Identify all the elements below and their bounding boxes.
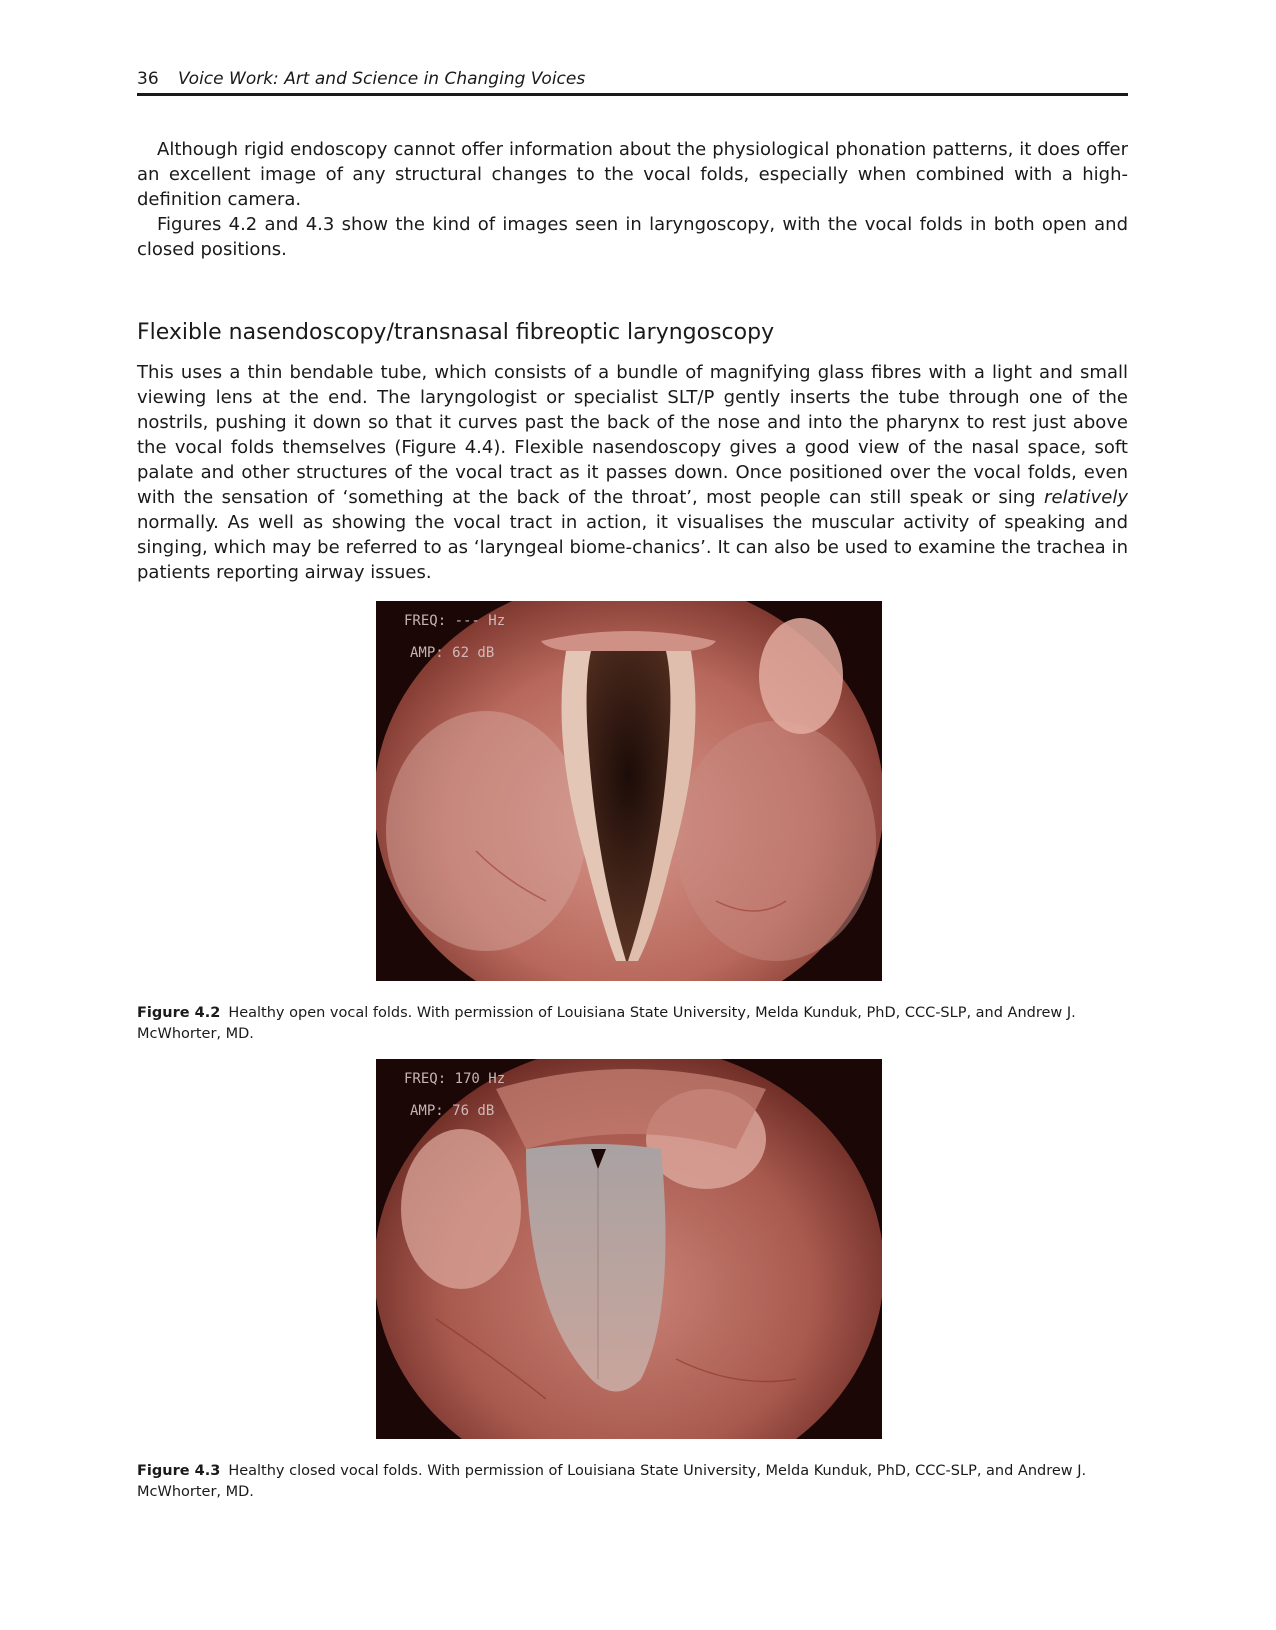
paragraph-text-part: This uses a thin bendable tube, which consists of a bundle of magnifying glass fibres with a light and small viewing lens at the end. The laryngologist or specialist SLT/P gently inserts the tube through one of the nostrils, pushing it down so that it curves past the back of the nose and into the pharynx to rest just above the vocal folds themselves (Figure 4.4). Flexible nasendoscopy gives a good view of the nasal space, soft palate and other structures of the vocal tract as it passes down. Once positioned over the vocal folds, even with the sensation of ‘something at the back of the throat’, most people can still speak or sing xyxy=(137,362,1128,508)
overlay-amplitude-readout: AMP: 76 dB xyxy=(410,1103,495,1119)
overlay-amplitude-readout: AMP: 62 dB xyxy=(410,645,495,661)
figure-caption xyxy=(137,1003,1128,1045)
running-head xyxy=(137,67,1128,91)
paragraph-rigid-endoscopy: Although rigid endoscopy cannot offer information about the physiological phonation patterns, it does offer an excellent image of any structural changes to the vocal folds, especially when combined with a high-definition camera. xyxy=(137,139,1128,210)
section-heading: Flexible nasendoscopy/transnasal fibreoptic laryngoscopy xyxy=(137,320,775,345)
figure-caption-text: Healthy closed vocal folds. With permission of Louisiana State University, Melda Kunduk, PhD, CCC-SLP, and Andrew J. McWhorter, MD. xyxy=(137,1463,1087,1500)
figure-label: Figure 4.2 xyxy=(137,1005,221,1021)
emphasis-relatively: relatively xyxy=(1044,487,1128,508)
figure-label: Figure 4.3 xyxy=(137,1463,221,1479)
paragraph-text-part: normally. As well as showing the vocal tract in action, it visualises the muscular activity of speaking and singing, which may be referred to as ‘laryngeal biome-chanics’. It can also be used to examine the trachea in patients reporting airway issues. xyxy=(137,512,1128,583)
paragraph-nasendoscopy xyxy=(137,360,1128,585)
paragraph-figures-intro: Figures 4.2 and 4.3 show the kind of images seen in laryngoscopy, with the vocal folds in both open and closed positions. xyxy=(137,214,1128,260)
figure-caption xyxy=(137,1461,1128,1503)
overlay-frequency-readout: FREQ: 170 Hz xyxy=(404,1071,506,1087)
figure-open-vocal-folds-image xyxy=(376,601,882,981)
page-number: 36 xyxy=(137,69,159,89)
book-title: Voice Work: Art and Science in Changing Voices xyxy=(178,69,586,89)
overlay-frequency-readout: FREQ: --- Hz xyxy=(404,613,506,629)
figure-closed-vocal-folds-image xyxy=(376,1059,882,1439)
figure-caption-text: Healthy open vocal folds. With permission of Louisiana State University, Melda Kunduk, PhD, CCC-SLP, and Andrew J. McWhorter, MD. xyxy=(137,1005,1076,1042)
header-rule xyxy=(137,93,1128,96)
